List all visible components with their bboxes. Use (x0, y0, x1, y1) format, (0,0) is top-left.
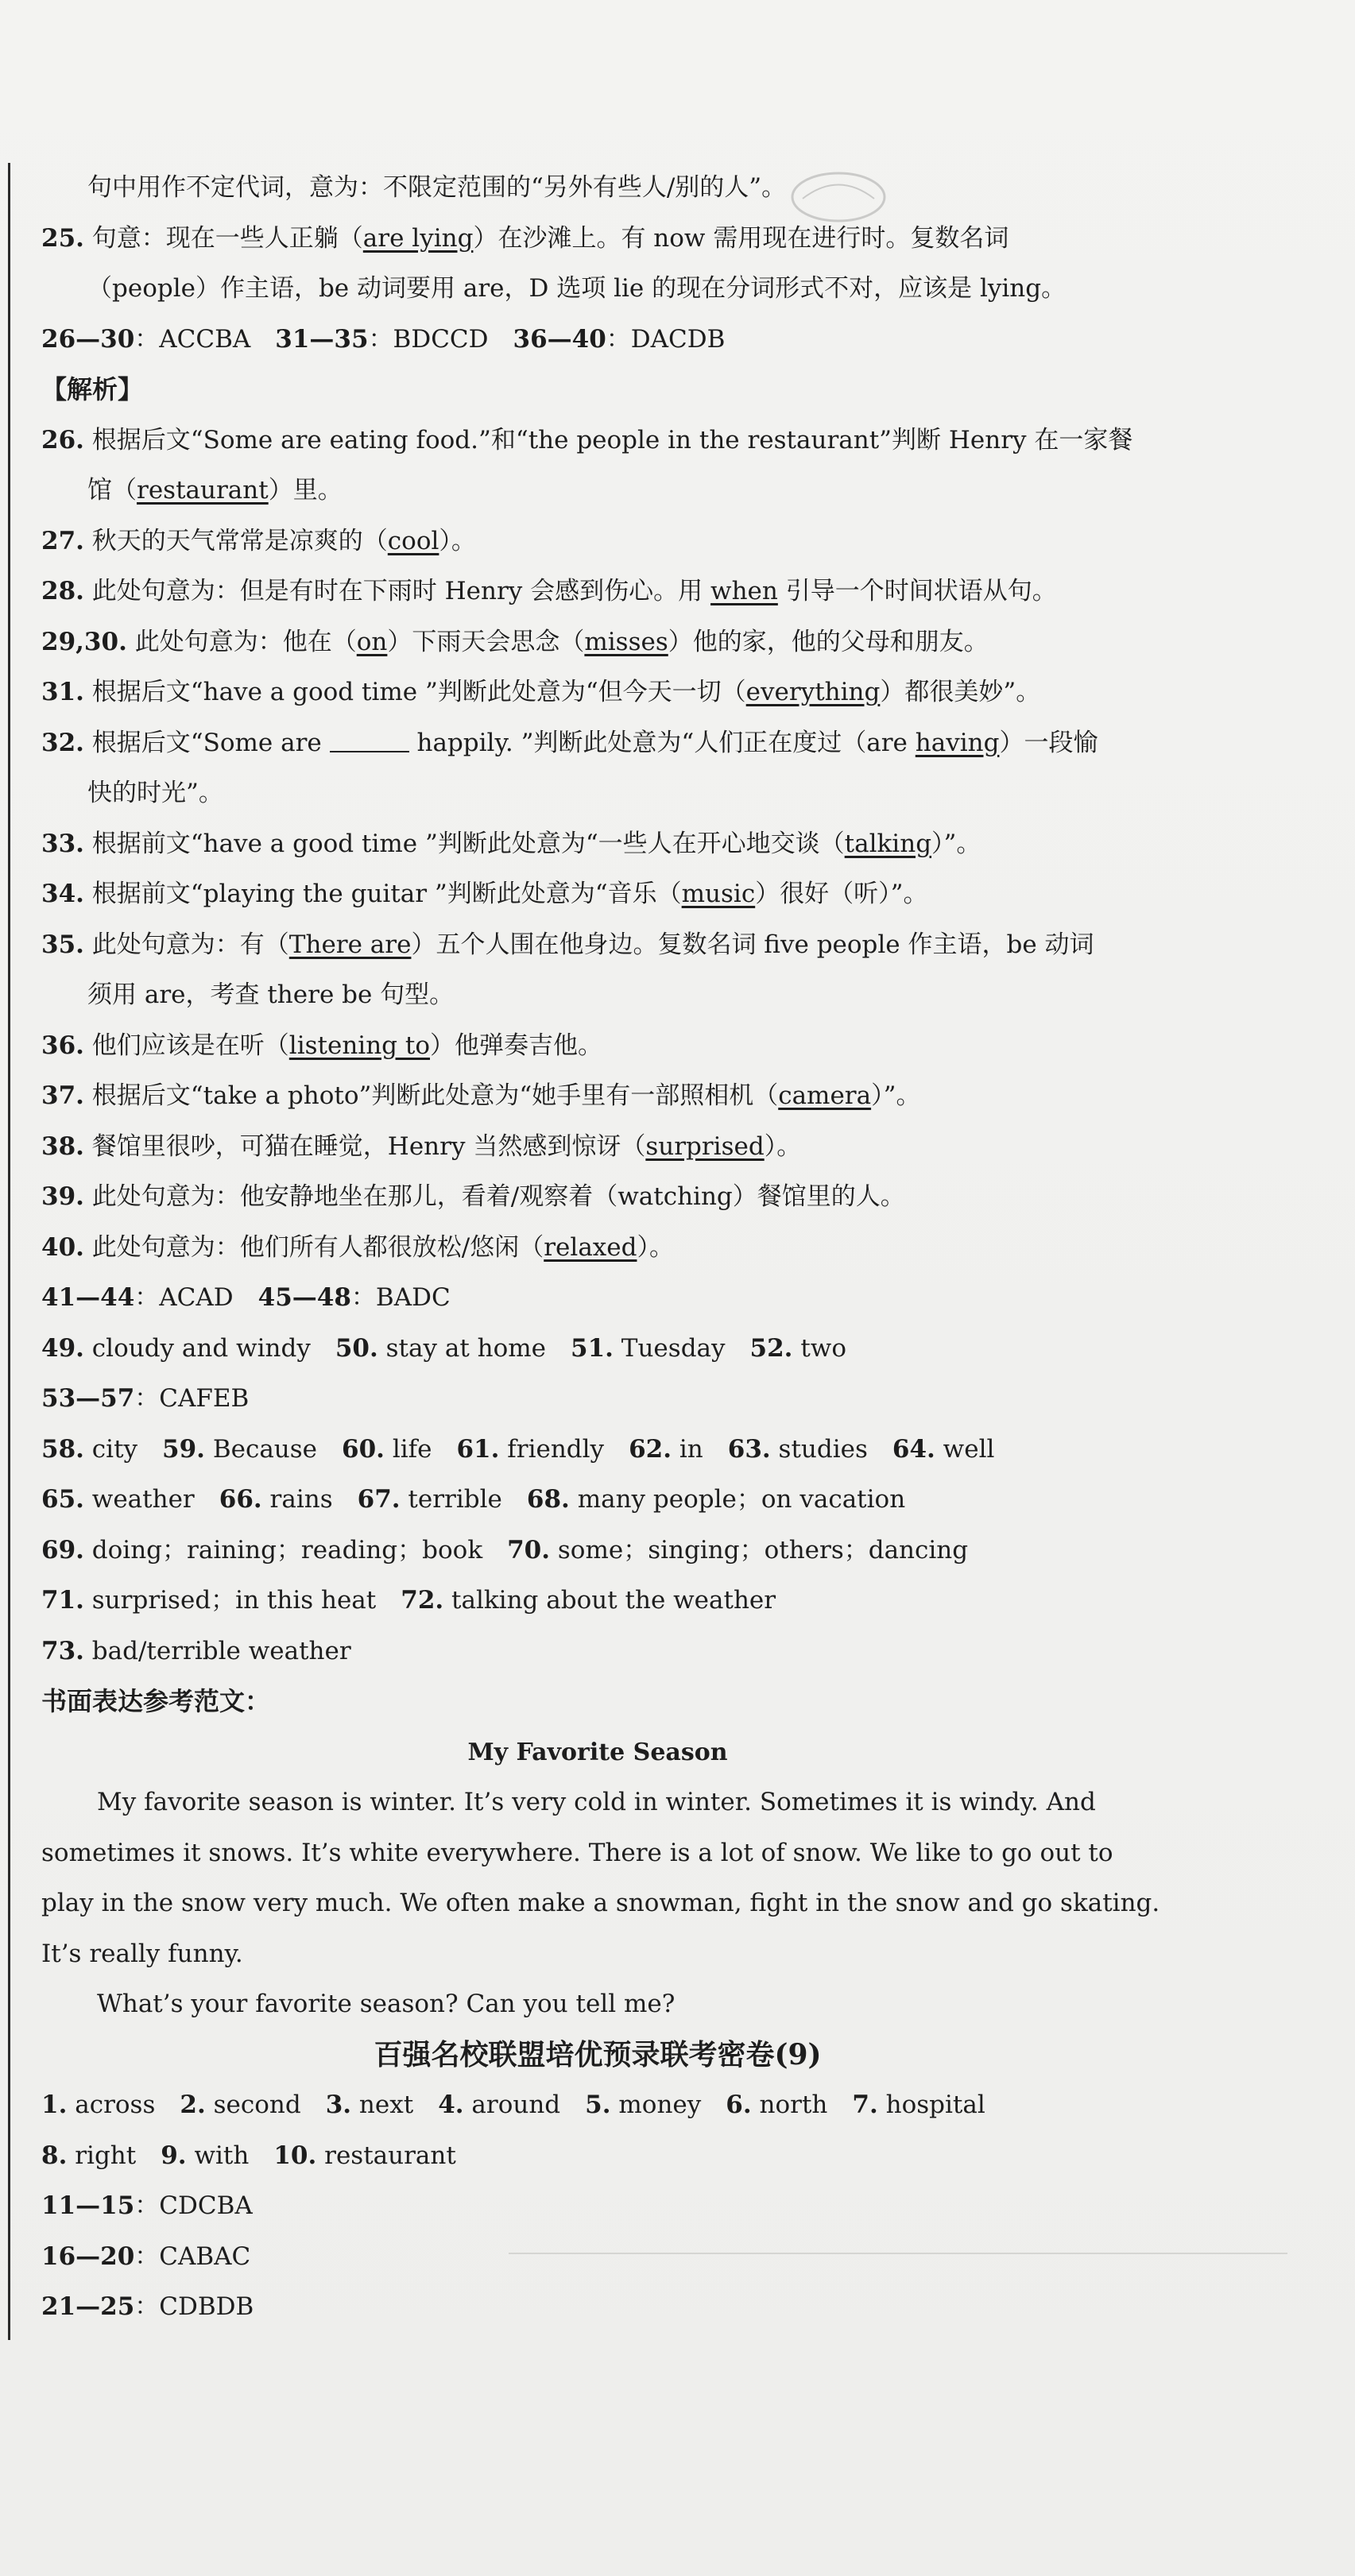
item-number: 26—30 (41, 324, 135, 354)
answer-text: many people；on vacation (569, 1485, 906, 1514)
item-number: 25. (41, 223, 84, 253)
answer-range-line (41, 1374, 1154, 1425)
answer-range-line (41, 315, 1154, 366)
item-number: 37. (41, 1081, 84, 1110)
answer-text: city (83, 1434, 163, 1464)
essay-heading: 书面表达参考范文： (41, 1686, 271, 1716)
answer-text: cloudy and windy (83, 1333, 335, 1363)
answer-text: studies (770, 1434, 892, 1464)
item-number: 58. (41, 1434, 84, 1464)
line-text: ）。 (637, 1232, 674, 1262)
line-text: ）都很美妙”。 (880, 678, 1041, 706)
answer-text: in (672, 1434, 728, 1464)
item-number: 33. (41, 829, 84, 858)
item-number: 67. (357, 1485, 401, 1514)
answer-text: talking about the weather (443, 1586, 776, 1615)
line-text: 句中用作不定代词，意为：不限定范围的“另外有些人/别的人”。 (87, 173, 787, 202)
line-text: 此处句意为：但是有时在下雨时 Henry 会感到伤心。用 (83, 577, 711, 605)
item-number: 73. (41, 1636, 84, 1665)
answer-text: across (67, 2091, 180, 2119)
item-number: 62. (629, 1434, 672, 1464)
line-text: 此处句意为：他在（ (126, 627, 357, 656)
line-text: ）”。 (871, 1081, 921, 1110)
line-text: ）很好（听）”。 (755, 880, 928, 908)
item-number: 71. (41, 1586, 84, 1615)
item-number: 61. (456, 1434, 500, 1464)
item-number: 52. (749, 1333, 793, 1363)
item-number: 16—20 (41, 2241, 135, 2271)
line-text: 句意：现在一些人正躺（ (83, 223, 363, 253)
line-text: （people）作主语，be 动词要用 are，D 选项 lie 的现在分词形式不对，应该是 lying。 (87, 274, 1067, 303)
answer-item-33 (41, 819, 1154, 870)
answer-text: money (610, 2091, 726, 2119)
answer-text: stay at home (377, 1333, 571, 1363)
line-text: happily. ”判断此处意为“人们正在度过（are (408, 728, 916, 757)
answer-text: life (384, 1434, 457, 1464)
answer-item-32 (41, 718, 1154, 769)
item-number: 21—25 (41, 2292, 135, 2321)
answer-item-26 (41, 416, 1154, 466)
scan-artifact-line (509, 2253, 1287, 2254)
answer-text: bad/terrible weather (83, 1636, 351, 1665)
item-number: 72. (401, 1586, 444, 1615)
line-text: ）他的家，他的父母和朋友。 (668, 627, 989, 656)
underlined-answer: everything (745, 678, 881, 706)
text-line (41, 466, 1154, 516)
answer-text: ：ACAD (134, 1283, 258, 1312)
answer-text: terrible (400, 1485, 527, 1514)
answer-text: ：CAFEB (134, 1384, 250, 1413)
answer-range-line (41, 1273, 1154, 1324)
item-number: 66. (219, 1485, 262, 1514)
text-line (41, 163, 1154, 214)
item-number: 38. (41, 1131, 84, 1161)
answer-line-49-52 (41, 1324, 1154, 1375)
line-text: 餐馆里很吵，可猫在睡觉，Henry 当然感到惊讶（ (83, 1131, 646, 1161)
item-number: 29,30. (41, 627, 127, 656)
answer-item-28 (41, 567, 1154, 617)
item-number: 60. (342, 1434, 385, 1464)
underlined-answer: when (710, 577, 778, 605)
answer-text: rains (261, 1485, 358, 1514)
answer-range-line (41, 2232, 1154, 2283)
item-number: 59. (162, 1434, 205, 1464)
line-text: ）在沙滩上。有 now 需用现在进行时。复数名词 (473, 223, 1009, 253)
answer-item-27 (41, 516, 1154, 567)
item-number: 49. (41, 1333, 84, 1363)
item-number: 32. (41, 728, 84, 757)
item-number: 36—40 (513, 324, 606, 354)
answer-line-73 (41, 1626, 1154, 1677)
line-text: 秋天的天气常常是凉爽的（ (83, 526, 388, 555)
underlined-answer: listening to (288, 1031, 431, 1060)
underlined-answer: restaurant (137, 476, 269, 505)
essay-line: sometimes it snows. It’s white everywhere. There is a lot of snow. We like to go out to (41, 1838, 1113, 1867)
answer-range-line (41, 2282, 1154, 2333)
text-line (41, 970, 1154, 1021)
line-text: ）下雨天会思念（ (387, 627, 585, 656)
item-number: 5. (585, 2091, 611, 2119)
answer-range-line (41, 2181, 1154, 2232)
line-text: 快的时光”。 (87, 779, 223, 807)
line-text: 引导一个时间状语从句。 (777, 577, 1057, 605)
line-text: 须用 are，考查 there be 句型。 (87, 981, 455, 1009)
line-text: ）一段愉 (999, 728, 1098, 757)
line-text: 根据后文“Some are (83, 728, 330, 757)
item-number: 4. (438, 2091, 464, 2119)
line-text: 根据后文“take a photo”判断此处意为“她手里有一部照相机（ (83, 1081, 779, 1110)
answer-text: ：ACCBA (134, 324, 276, 354)
line-text: ）五个人围在他身边。复数名词 five people 作主语，be 动词 (411, 930, 1094, 959)
item-number: 7. (852, 2091, 878, 2119)
item-number: 11—15 (41, 2191, 135, 2220)
underlined-answer: There are (288, 930, 412, 959)
answer-item-38 (41, 1122, 1154, 1173)
item-number: 8. (41, 2141, 68, 2170)
item-number: 63. (727, 1434, 771, 1464)
answer-line-58-64 (41, 1425, 1154, 1476)
answer-text: surprised；in this heat (83, 1586, 401, 1615)
answer-item-31 (41, 667, 1154, 718)
text-line (41, 768, 1154, 819)
answer-item-40 (41, 1223, 1154, 1274)
line-text: 此处句意为：他安静地坐在那儿，看着/观察着（watching）餐馆里的人。 (83, 1182, 905, 1211)
essay-line: My favorite season is winter. It’s very cold in winter. Sometimes it is windy. And (97, 1788, 1096, 1816)
answer-text: Tuesday (613, 1333, 750, 1363)
answer-text: ：CDCBA (134, 2191, 253, 2220)
line-text: ）里。 (268, 476, 343, 505)
item-number: 28. (41, 577, 84, 605)
underlined-answer: having (915, 728, 1000, 757)
page-margin-rule (8, 163, 10, 2340)
answer-item-35 (41, 920, 1154, 971)
answer-line-69-70 (41, 1526, 1154, 1576)
answer-text: next (351, 2091, 439, 2119)
answer-text: around (463, 2091, 586, 2119)
answer-text: second (205, 2091, 326, 2119)
item-number: 2. (180, 2091, 206, 2119)
line-text: 根据前文“have a good time ”判断此处意为“一些人在开心地交谈（ (83, 829, 845, 858)
underlined-answer: relaxed (544, 1232, 637, 1262)
underlined-answer: music (681, 880, 756, 908)
line-text: ）。 (764, 1131, 802, 1161)
underlined-answer: cool (387, 526, 439, 555)
answer-line-1-7 (41, 2080, 1154, 2131)
item-number: 45—48 (257, 1283, 351, 1312)
line-text: 根据后文“Some are eating food.”和“the people in the restaurant”判断 Henry 在一家餐 (83, 425, 1133, 454)
item-number: 41—44 (41, 1283, 135, 1312)
underlined-answer: on (356, 627, 388, 656)
line-text: 根据前文“playing the guitar ”判断此处意为“音乐（ (83, 880, 682, 908)
item-number: 35. (41, 930, 84, 959)
essay-line: What’s your favorite season? Can you tell me? (97, 1990, 676, 2018)
line-text: 他们应该是在听（ (83, 1031, 289, 1060)
item-number: 26. (41, 425, 84, 454)
underlined-answer: surprised (645, 1131, 765, 1161)
item-number: 68. (526, 1485, 570, 1514)
answer-text: north (751, 2091, 853, 2119)
analysis-heading: 【解析】 (41, 374, 144, 404)
answer-item-29-30 (41, 617, 1154, 668)
item-number: 31—35 (275, 324, 369, 354)
item-number: 39. (41, 1182, 84, 1211)
item-number: 36. (41, 1031, 84, 1060)
item-number: 6. (726, 2091, 752, 2119)
line-text: ）。 (439, 526, 476, 555)
answer-text: right (67, 2141, 161, 2170)
item-number: 34. (41, 880, 84, 908)
item-number: 65. (41, 1485, 84, 1514)
line-text: 此处句意为：有（ (83, 930, 289, 959)
answer-text: ：CDBDB (134, 2292, 254, 2321)
fill-in-blank (330, 727, 409, 752)
item-number: 53—57 (41, 1384, 135, 1413)
answer-item-39 (41, 1172, 1154, 1223)
exam-section-title: 百强名校联盟培优预录联考密卷(9) (374, 2037, 822, 2071)
answer-text: doing；raining；reading；book (83, 1535, 508, 1565)
answer-text: ：DACDB (606, 324, 726, 354)
line-text: 根据后文“have a good time ”判断此处意为“但今天一切（ (83, 678, 746, 706)
answer-text: ：BDCCD (368, 324, 513, 354)
item-number: 69. (41, 1535, 84, 1565)
item-number: 70. (507, 1535, 551, 1565)
answer-item-25 (41, 214, 1154, 265)
line-text: 此处句意为：他们所有人都很放松/悠闲（ (83, 1232, 544, 1262)
answer-text: well (935, 1434, 995, 1464)
line-text: ）”。 (931, 829, 981, 858)
answer-text: two (792, 1333, 846, 1363)
item-number: 31. (41, 678, 84, 706)
item-number: 9. (161, 2141, 187, 2170)
answer-line-65-68 (41, 1475, 1154, 1526)
essay-line: play in the snow very much. We often make a snowman, fight in the snow and go skating. (41, 1889, 1160, 1917)
underlined-answer: talking (844, 829, 932, 858)
underlined-answer: camera (778, 1081, 872, 1110)
underlined-answer: are lying (362, 223, 474, 253)
answer-line-8-10 (41, 2131, 1154, 2182)
item-number: 10. (273, 2141, 317, 2170)
answer-text: ：BADC (350, 1283, 451, 1312)
item-number: 1. (41, 2091, 68, 2119)
answer-text: Because (204, 1434, 343, 1464)
item-number: 50. (335, 1333, 378, 1363)
underlined-answer: misses (584, 627, 668, 656)
answer-text: ：CABAC (134, 2241, 251, 2271)
item-number: 27. (41, 526, 84, 555)
essay-title: My Favorite Season (467, 1738, 728, 1766)
item-number: 3. (325, 2091, 352, 2119)
answer-text: some；singing；others；dancing (550, 1535, 969, 1565)
answer-text: restaurant (316, 2141, 456, 2170)
item-number: 51. (571, 1333, 614, 1363)
answer-text: weather (83, 1485, 219, 1514)
line-text: ）他弹奏吉他。 (430, 1031, 603, 1060)
answer-text: hospital (877, 2091, 985, 2119)
answer-text: friendly (499, 1434, 629, 1464)
item-number: 64. (892, 1434, 935, 1464)
answer-item-36 (41, 1021, 1154, 1072)
line-text: 馆（ (87, 476, 137, 505)
answer-line-71-72 (41, 1576, 1154, 1626)
answer-text: with (186, 2141, 274, 2170)
answer-item-37 (41, 1071, 1154, 1122)
answer-item-34 (41, 869, 1154, 920)
answer-content (41, 163, 1160, 2333)
essay-line: It’s really funny. (41, 1939, 243, 1968)
text-line (41, 264, 1154, 315)
item-number: 40. (41, 1232, 84, 1262)
